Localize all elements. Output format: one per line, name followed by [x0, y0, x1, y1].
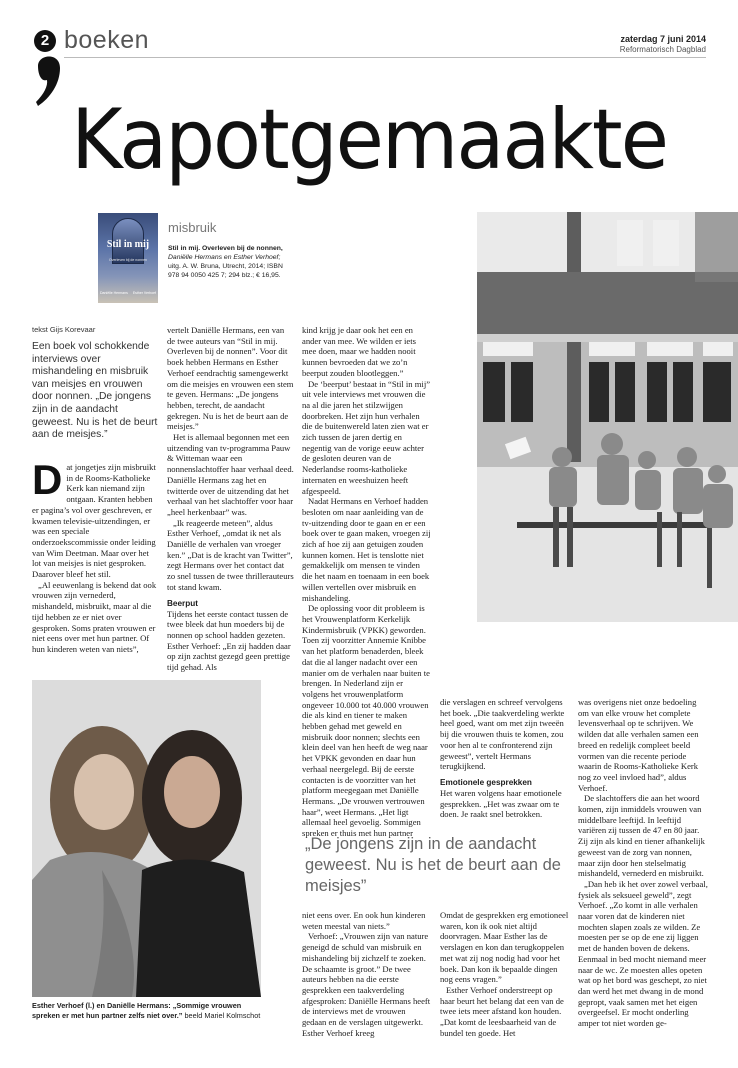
photo-credit: beeld Mariel Kolmschot	[184, 1011, 261, 1020]
column-3	[302, 325, 431, 839]
book-info-title: Stil in mij. Overleven bij de nonnen,	[168, 245, 283, 252]
paragraph: De oplossing voor dit probleem is het Vrouwenplatform Kerkelijk Kindermisbruik (VPKK) geworden. Toen zij voorzitter Annemie Knibbe van het platform benaderden, bleek dat die al langer nadacht over een manier om de verhalen naar buiten te brengen. In Nederland zijn er volgens het vrouwenplatform ongeveer 10.000 tot 40.000 vrouwen die als kind en tiener te maken hebben gehad met geweld en misbruik door nonnen; slechts een klein deel van hen heeft de weg naar het VPKK gevonden en daar hun verhaal neergelegd. Bij de eerste contacten is de voorzitter van het platform meegegaan met Daniëlle Hermans. „De vrouwen vertrouwen haar”, weet Hermans. „Het ligt allemaal heel gevoelig. Sommigen spreken er thuis met hun partner	[302, 603, 430, 839]
paragraph: niet eens over. En ook hun kinderen weten meestal van niets.”	[302, 910, 426, 931]
book-cover-author-1: Daniëlle Hermans	[100, 291, 128, 295]
column-3-continued	[302, 910, 431, 1038]
paragraph: vertelt Daniëlle Hermans, een van de twee auteurs van “Stil in mij. Overleven bij de nonnen”. Voor dit boek hebben Hermans en Esther Verhoef eendrachtig samengewerkt om die meisjes en vrouwen een stem te geven. Hermans: „De jongens hebben, terecht, de aandacht gekregen. Nu is het de beurt aan de meisjes.”	[167, 325, 294, 432]
book-info-authors: Daniëlle Hermans en Esther Verhoef;	[168, 254, 281, 261]
paragraph: kind krijg je daar ook het een en ander van mee. We wilden er iets mee doen, maar we hadden nooit kunnen bevroeden dat we zo’n beerput zouden blootleggen.”	[302, 325, 416, 378]
paragraph: die verslagen en schreef vervolgens het boek. „Die taakverdeling werkte heel goed, want om met zijn tweeën bij die vrouwen thuis te komen, zou voor hen al te confronterend zijn geweest”, vertelt Hermans terugkijkend.	[440, 697, 565, 772]
book-info	[168, 244, 296, 280]
drop-cap: D	[32, 456, 63, 503]
column-4	[440, 697, 569, 820]
author-credit: tekst Gijs Korevaar	[32, 325, 96, 334]
article-intro: Een boek vol schokkende interviews over mishandeling en misbruik van meisjes en vrouwen door nonnen. „De jongens zijn in de aandacht geweest. Nu is het de beurt aan de meisjes.”	[32, 341, 158, 441]
pull-quote: „De jongens zijn in de aandacht geweest. Nu is het de beurt aan de meisjes”	[305, 835, 561, 895]
subheading-beerput: Beerput	[167, 598, 198, 608]
issue-date: zaterdag 7 juni 2014	[620, 34, 706, 44]
column-2	[167, 325, 294, 673]
header-divider	[64, 57, 706, 58]
paragraph: Esther Verhoef onderstreept op haar beurt het belang dat een van de twee iets meer afstand kon houden. „Dat komt de leesbaarheid van de bundel ten goede. Het	[440, 984, 564, 1038]
section-number-badge: 2	[34, 30, 56, 52]
paragraph: Verhoef: „Vrouwen zijn van nature geneigd de schuld van misbruik en mishandeling bij zichzelf te zoeken. De schaamte is groot.” De twee auteurs hebben na die eerste gesprekken een taakverdeling afgesproken: Daniëlle Hermans heeft de interviews met de vrouwen gedaan en de verslagen uitgewerkt. Esther Verhoef kreeg	[302, 931, 431, 1038]
paragraph: „Al eeuwenlang is bekend dat ook vrouwen zijn vernederd, mishandeld, misbruikt, maar al die tijd hebben ze er niet over gesproken. Soms praten vrouwen er niet eens over met hun partner. Of hun kinderen weten van niets”,	[32, 579, 157, 654]
paragraph: „Dan heb ik het over zowel verbaal, fysiek als seksueel geweld”, zegt Verhoef. „Zo komt in alle verhalen naar voren dat de kinderen niet mochten slapen zoals ze wilden. Ze moesten per se op de ene zij liggen met de handen boven de dekens. Eenmaal in bed mocht niemand meer naar de wc. Ze moesten alles opeten wat op het bord was geschept, zo niet dan werd het met dwang in de mond gepropt, vaak samen met het eigen overgeefsel. Er mocht onderling amper tot niet worden ge-	[578, 878, 708, 1029]
column-1	[32, 456, 159, 655]
book-cover-authors	[100, 291, 156, 295]
paragraph: Omdat de gesprekken erg emotioneel waren, kon ik ook niet altijd doorvragen. Maar Esther las de verslagen en kon dan terugkoppelen met wat zij nog nodig had voor het boek. Dan kon ik bepaalde dingen nog eens vragen.”	[440, 910, 569, 985]
photo-caption	[32, 1001, 262, 1021]
paragraph: Het is allemaal begonnen met een uitzending van tv-programma Pauw & Witteman waar een nonnenslachtoffer haar verhaal deed. Daniëlle Hermans zag het en twitterde over de uitzending dat het verhaal van het slachtoffer voor haar „heel herkenbaar” was.	[167, 432, 294, 517]
headline-text: Kapotgemaakte	[71, 91, 667, 188]
newspaper-name: Reformatorisch Dagblad	[619, 45, 706, 54]
paragraph: „Ik reageerde meteen”, aldus Esther Verhoef, „omdat ik net als Daniëlle de verhalen van vroeger ken.” „Dat is de kracht van Twitter”, zegt Hermans over het contact dat zo snel tussen de twee thrillerauteurs tot stand kwam.	[167, 517, 294, 592]
book-info-publisher: uitg. A. W. Bruna, Utrecht, 2014; ISBN 978 94 0050 425 7; 294 blz.; € 16,95.	[168, 263, 283, 279]
paragraph: Het waren volgens haar emotionele gesprekken. „Het was zwaar om te doen. Je raakt snel betrokken.	[440, 787, 562, 820]
book-cover-title: Stil in mij	[106, 239, 150, 250]
schoolyard-photo	[477, 212, 738, 622]
subheading-emotionele-gesprekken: Emotionele gesprekken	[440, 777, 532, 787]
caption-text: Esther Verhoef (l.) en Daniëlle Hermans: „Sommige vrouwen spreken er met hun partner zelfs niet over.”	[32, 1001, 242, 1020]
paragraph: was overigens niet onze bedoeling om van elke vrouw het complete levensverhaal op te schrijven. We wilden dat alle verhalen samen een breed en redelijk compleet beeld vormen van die recente periode waarin de Rooms-Katholieke Kerk nog zo veel invloed had”, aldus Verhoef.	[578, 697, 699, 793]
paragraph: De ‘beerput’ bestaat in “Stil in mij” uit vele interviews met vrouwen die na al die jaren het stilzwijgen doorbreken. Het zijn hun verhalen die de buitenwereld laten zien wat er zich tussen de jaren dertig en negentig van de vorige eeuw achter de gesloten deuren van de Nederlandse rooms-katholieke internaten en weeshuizen heeft afgespeeld.	[302, 378, 431, 496]
book-cover-subtitle: Overleven bij de nonnen	[109, 258, 147, 262]
column-5	[578, 697, 708, 1029]
section-title: boeken	[64, 26, 150, 54]
column-4-continued	[440, 910, 569, 1038]
paragraph: Tijdens het eerste contact tussen de twee bleek dat hun moeders bij de nonnen op school hadden gezeten. Esther Verhoef: „En zij hadden daar op zijn zachtst gezegd geen prettige tijd gehad. Als	[167, 608, 291, 673]
paragraph: Dat jongetjes zijn misbruikt in de Rooms-Katholieke Kerk kan niemand zijn ontgaan. Kranten hebben er pagina’s vol over geschreven, er kwamen televisie-uitzendingen, er was een speciale onderzoekscommissie onder leiding van Wim Deetman. Maar over het lot van meisjes is niet gesproken. Daarover bleef het stil.	[32, 456, 156, 580]
topic-tag: misbruik	[168, 220, 217, 235]
authors-photo	[32, 680, 261, 997]
paragraph: Nadat Hermans en Verhoef hadden besloten om naar aanleiding van de tv-uitzending door te gaan en er een boek over te gaan maken, vroegen zij zich af hoe zij aan getuigen zouden kunnen komen. Het is tenslotte niet gemakkelijk om mensen te vinden die het naam en toenaam in een boek willen vertellen over misbruik en mishandeling.	[302, 496, 431, 603]
paragraph: De slachtoffers die aan het woord komen, zijn inmiddels vrouwen van middelbare leeftijd. In leeftijd variëren zij tussen de 47 en 80 jaar. Zij zijn als kind en tiener afhankelijk geweest van de zorg van nonnen, maar zijn door hen stelselmatig mishandeld, vernederd en misbruikt.	[578, 793, 705, 879]
article-headline	[0, 91, 738, 188]
book-cover-author-2: Esther Verhoef	[132, 291, 156, 295]
